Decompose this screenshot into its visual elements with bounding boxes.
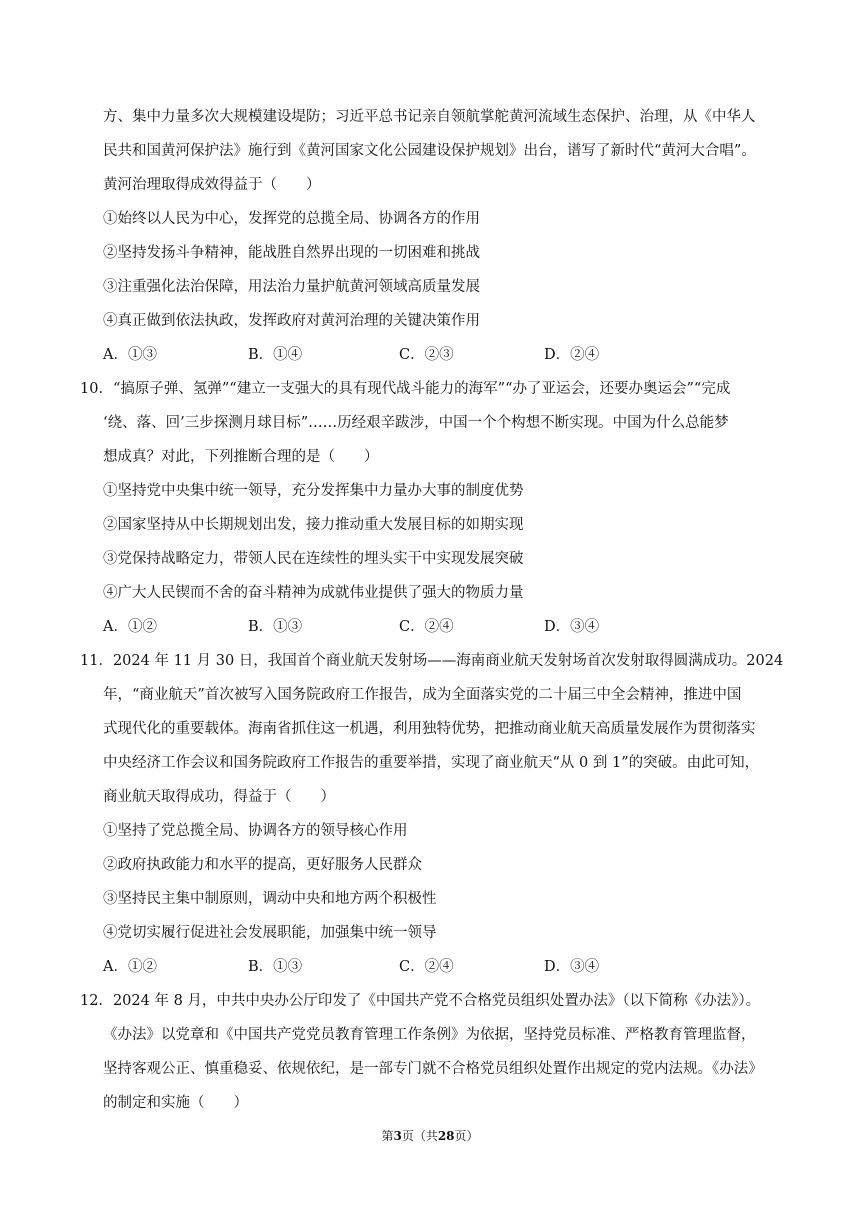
q10-statement-2: ②国家坚持从中长期规划出发，接力推动重大发展目标的如期实现 bbox=[103, 517, 524, 533]
q10-stem-line-3: 想成真？对此，下列推断合理的是（ ） bbox=[103, 449, 379, 465]
q11-option-b[interactable]: B．①③ bbox=[248, 959, 303, 975]
q11-stem-line-2: 年，“商业航天”首次被写入国务院政府工作报告，成为全面落实党的二十届三中全会精神，推进中国 bbox=[103, 687, 742, 703]
q9-stem-line-3: 黄河治理取得成效得益于（ ） bbox=[103, 177, 321, 193]
q9-option-b[interactable]: B．①④ bbox=[248, 347, 303, 363]
footer-middle: 页（共 bbox=[401, 1129, 438, 1143]
q9-statement-2: ②坚持发扬斗争精神，能战胜自然界出现的一切困难和挑战 bbox=[103, 245, 480, 261]
q10-option-d[interactable]: D．③④ bbox=[544, 619, 600, 635]
q11-statement-2: ②政府执政能力和水平的提高，更好服务人民群众 bbox=[103, 857, 422, 873]
q9-options bbox=[103, 345, 783, 365]
page-footer bbox=[0, 1128, 860, 1144]
q11-stem-line-5: 商业航天取得成功，得益于（ ） bbox=[103, 789, 335, 805]
q11-option-a[interactable]: A．①② bbox=[103, 959, 157, 975]
q10-option-b[interactable]: B．①③ bbox=[248, 619, 303, 635]
q11-stem-line-1: 11．2024 年 11 月 30 日，我国首个商业航天发射场——海南商业航天发射场首次发射取得圆满成功。2024 bbox=[80, 653, 784, 669]
q11-statement-1: ①坚持了党总揽全局、协调各方的领导核心作用 bbox=[103, 823, 408, 839]
q9-option-c[interactable]: C．②③ bbox=[399, 347, 454, 363]
q12-stem-line-2: 《办法》以党章和《中国共产党党员教育管理工作条例》为依据，坚持党员标准、严格教育管理监督， bbox=[103, 1027, 756, 1043]
q11-stem-line-3: 式现代化的重要载体。海南省抓住这一机遇，利用独特优势，把推动商业航天高质量发展作为贯彻落实 bbox=[103, 721, 756, 737]
q11-statement-4: ④党切实履行促进社会发展职能，加强集中统一领导 bbox=[103, 925, 437, 941]
current-page-number: 3 bbox=[393, 1129, 402, 1143]
total-page-count: 28 bbox=[437, 1129, 455, 1143]
q12-stem-line-3: 坚持客观公正、慎重稳妥、依规依纪，是一部专门就不合格党员组织处置作出规定的党内法规。《办法》 bbox=[103, 1061, 763, 1077]
q10-statement-4: ④广大人民锲而不舍的奋斗精神为成就伟业提供了强大的物质力量 bbox=[103, 585, 524, 601]
q10-statement-1: ①坚持党中央集中统一领导，充分发挥集中力量办大事的制度优势 bbox=[103, 483, 524, 499]
q11-options bbox=[103, 957, 783, 977]
q10-option-a[interactable]: A．①② bbox=[103, 619, 157, 635]
q11-option-d[interactable]: D．③④ bbox=[544, 959, 600, 975]
footer-prefix: 第 bbox=[381, 1129, 394, 1143]
q10-statement-3: ③党保持战略定力，带领人民在连续性的埋头实干中实现发展突破 bbox=[103, 551, 524, 567]
q10-stem-line-2: ‘绕、落、回’三步探测月球目标”……历经艰辛跋涉，中国一个个构想不断实现。中国为什么总能梦 bbox=[103, 415, 729, 431]
q9-statement-4: ④真正做到依法执政，发挥政府对黄河治理的关键决策作用 bbox=[103, 313, 480, 329]
q9-statement-1: ①始终以人民为中心，发挥党的总揽全局、协调各方的作用 bbox=[103, 211, 480, 227]
q9-stem-line-1: 方、集中力量多次大规模建设堤防；习近平总书记亲自领航掌舵黄河流域生态保护、治理，从《中华人 bbox=[103, 109, 756, 125]
q10-option-c[interactable]: C．②④ bbox=[399, 619, 454, 635]
footer-suffix: 页） bbox=[454, 1129, 479, 1143]
q11-statement-3: ③坚持民主集中制原则，调动中央和地方两个积极性 bbox=[103, 891, 437, 907]
q9-statement-3: ③注重强化法治保障，用法治力量护航黄河领域高质量发展 bbox=[103, 279, 480, 295]
q9-option-d[interactable]: D．②④ bbox=[544, 347, 600, 363]
q11-option-c[interactable]: C．②④ bbox=[399, 959, 454, 975]
q10-stem-line-1: 10．“搞原子弹、氢弹”“建立一支强大的具有现代战斗能力的海军”“办了亚运会，还要办奥运会”“完成 bbox=[80, 381, 731, 397]
q9-stem-line-2: 民共和国黄河保护法》施行到《黄河国家文化公园建设保护规划》出台，谱写了新时代“黄河大合唱”。 bbox=[103, 143, 756, 159]
q12-stem-line-1: 12．2024 年 8 月，中共中央办公厅印发了《中国共产党不合格党员组织处置办法》（以下简称《办法》）。 bbox=[80, 993, 761, 1009]
q11-stem-line-4: 中央经济工作会议和国务院政府工作报告的重要举措，实现了商业航天“从 0 到 1”的突破。由此可知， bbox=[103, 755, 760, 771]
q9-option-a[interactable]: A．①③ bbox=[103, 347, 157, 363]
q10-options bbox=[103, 617, 783, 637]
q12-stem-line-4: 的制定和实施（ ） bbox=[103, 1095, 248, 1111]
